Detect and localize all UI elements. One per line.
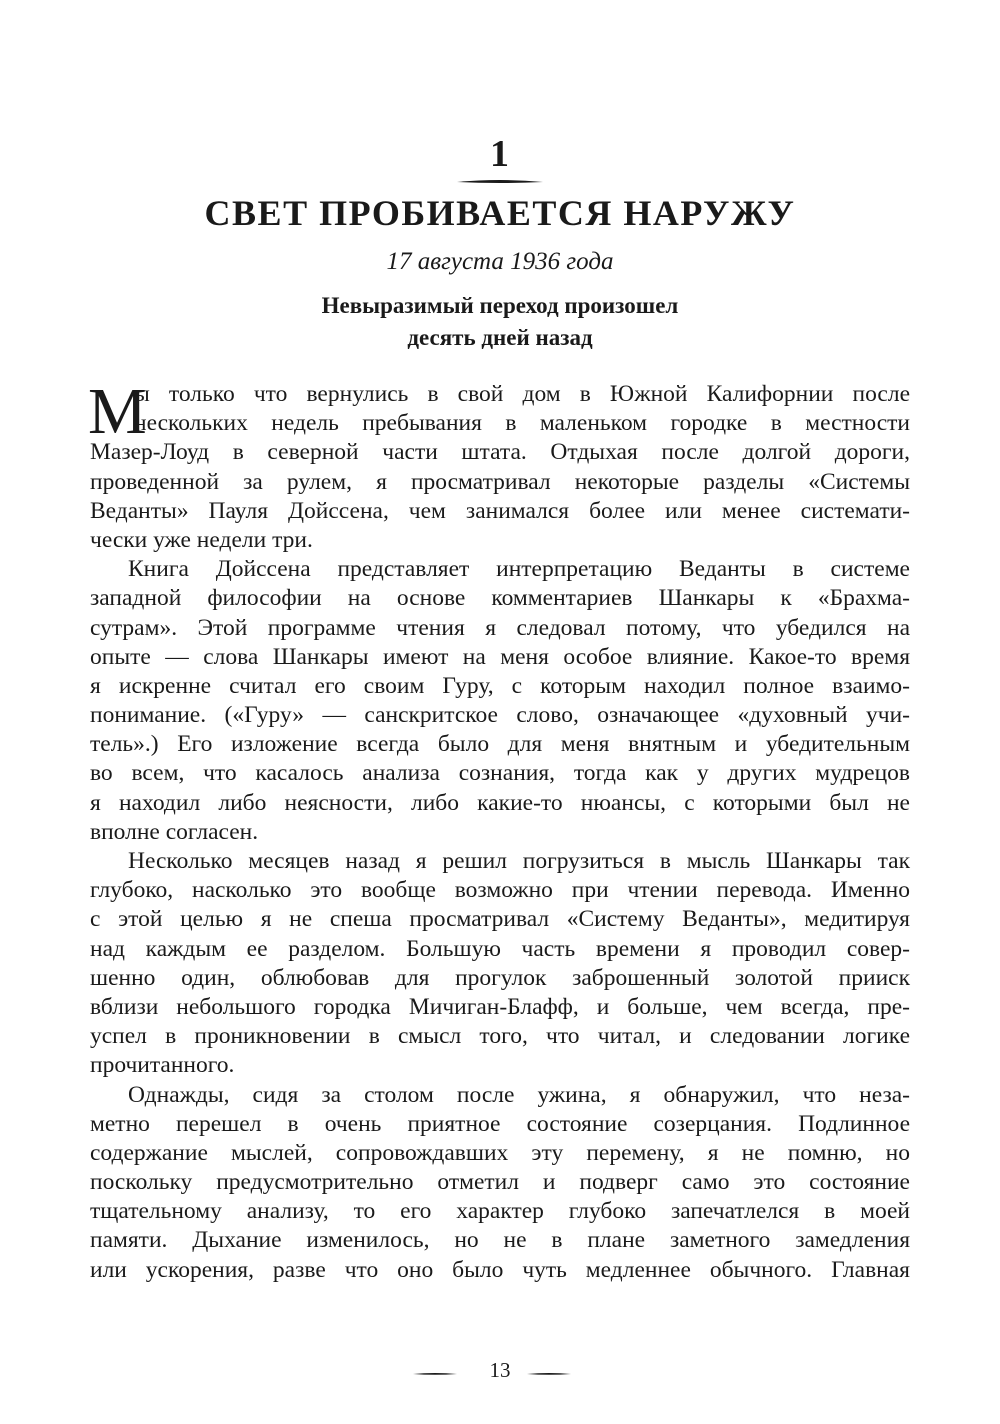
section-heading: [0, 290, 1000, 354]
drop-cap: М: [88, 375, 147, 448]
text-line: тель».) Его изложение всегда было для меня внятным и убедительным: [90, 731, 910, 758]
page-footer: [0, 1358, 1000, 1388]
chapter-title: СВЕТ ПРОБИВАЕТСЯ НАРУЖУ: [204, 193, 796, 233]
chapter-number: 1: [490, 133, 510, 175]
text-line: Несколько месяцев назад я решил погрузиться в мысль Шанкары так: [128, 848, 910, 874]
text-line: проведенной за рулем, я просматривал некоторые разделы «Системы: [90, 468, 910, 495]
text-line: чески уже недели три.: [90, 526, 313, 553]
text-line: или ускорения, разве что оно было чуть медленнее обычного. Главная: [90, 1256, 910, 1283]
page-number: 13: [489, 1358, 511, 1382]
text-line: поскольку предусмотрительно отметил и подверг само это состояние: [90, 1169, 910, 1196]
text-line: ы только что вернулись в свой дом в Южной Калифорнии после: [134, 381, 910, 407]
text-line: метно перешел в очень приятное состояние созерцания. Подлинное: [90, 1110, 910, 1137]
text-line: я искренне считал его своим Гуру, с которым находил полное взаимо-: [90, 672, 910, 699]
text-line: над каждым ее разделом. Большую часть времени я проводил совер-: [90, 935, 910, 962]
footer-ornament-right: [526, 1372, 572, 1376]
text-line: тщательному анализу, то его характер глубоко запечатлелся в моей: [90, 1198, 910, 1225]
section-heading-line-1: Невыразимый переход произошел: [321, 293, 679, 318]
text-line: вполне согласен.: [90, 818, 259, 845]
text-line: памяти. Дыхание изменилось, но не в плане заметного замедления: [90, 1227, 910, 1254]
text-line: сутрам». Этой программе чтения я следовал потому, что убедился на: [90, 614, 910, 641]
text-line: глубоко, насколько это вообще возможно при чтении перевода. Именно: [90, 877, 910, 904]
text-line: Однажды, сидя за столом после ужина, я обнаружил, что неза-: [128, 1081, 910, 1108]
text-line: западной философии на основе комментариев Шанкары к «Брахма-: [90, 585, 910, 612]
text-line: Мазер-Лоуд в северной части штата. Отдыхая после долгой дороги,: [90, 439, 910, 466]
text-line: прочитанного.: [90, 1052, 235, 1079]
chapter-date: 17 августа 1936 года: [386, 248, 614, 275]
text-line: во всем, что касалось анализа сознания, тогда как у других мудрецов: [90, 760, 910, 787]
text-line: Веданты» Пауля Дойссена, чем занимался более или менее системати-: [90, 497, 910, 524]
text-line: Книга Дойссена представляет интерпретацию Веданты в системе: [128, 556, 910, 583]
text-line: вблизи небольшого городка Мичиган-Блафф, и больше, чем всегда, пре-: [90, 993, 910, 1020]
chapter-ornament: [455, 178, 545, 186]
text-line: нескольких недель пребывания в маленьком городке в местности: [134, 410, 910, 437]
text-line: шенно один, облюбовав для прогулок заброшенный золотой прииск: [90, 964, 910, 991]
section-heading-line-2: десять дней назад: [407, 325, 593, 350]
text-line: успел в проникновении в смысл того, что читал, и следовании логике: [90, 1023, 910, 1050]
text-line: с этой целью я не спеша просматривал «Систему Веданты», медитируя: [90, 906, 910, 933]
body-text: [88, 375, 910, 1285]
text-line: понимание. («Гуру» — санскритское слово, означающее «духовный учи-: [90, 702, 910, 729]
text-line: я находил либо неясности, либо какие-то нюансы, с которыми был не: [90, 789, 910, 816]
text-line: опыте — слова Шанкары имеют на меня особое влияние. Какое-то время: [90, 643, 910, 670]
text-line: содержание мыслей, сопровождавших эту перемену, я не помню, но: [90, 1139, 910, 1166]
